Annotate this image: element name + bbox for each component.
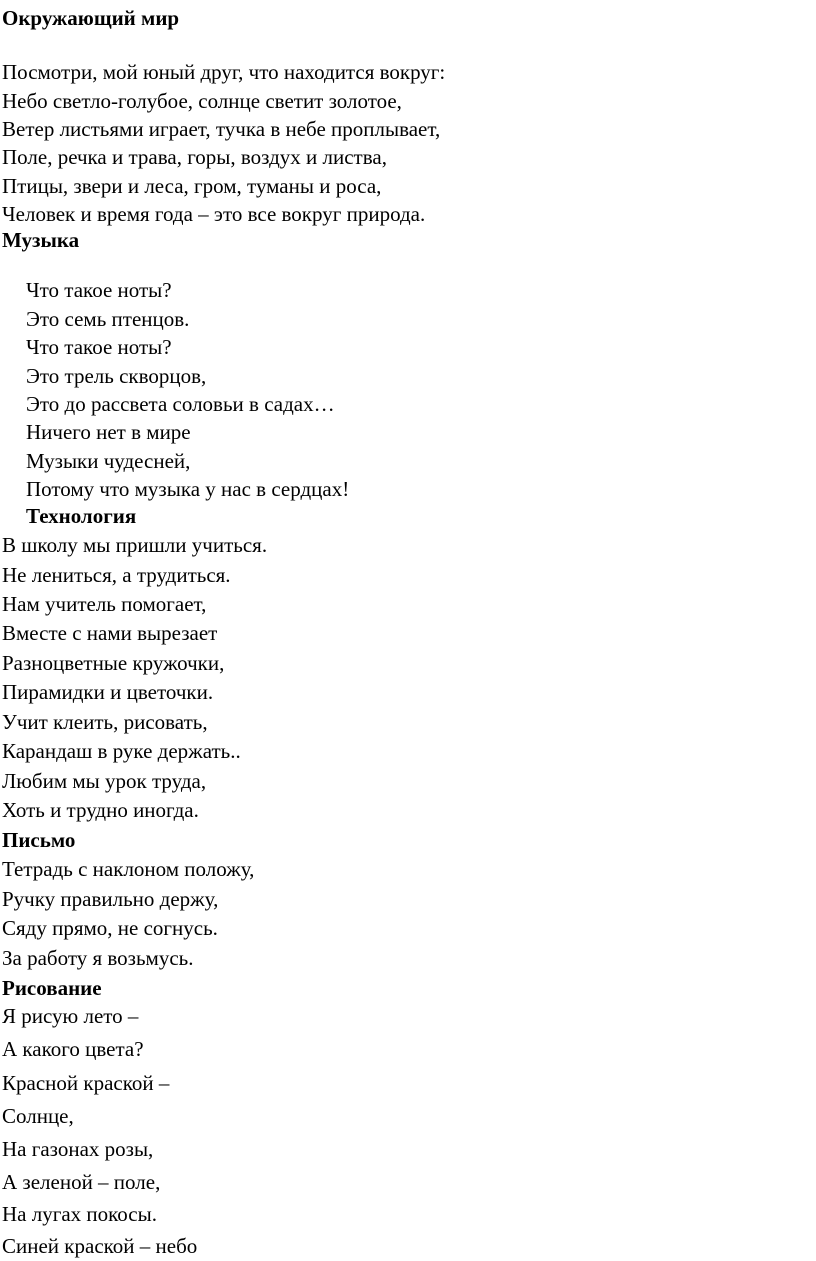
poem-line: А какого цвета? bbox=[2, 1037, 144, 1061]
poem-line: Хоть и трудно иногда. bbox=[2, 798, 199, 822]
poem-line: Синей краской – небо bbox=[2, 1234, 198, 1258]
poem-line: Это трель скворцов, bbox=[26, 364, 207, 388]
poem-line: Ветер листьями играет, тучка в небе проплывает, bbox=[2, 117, 441, 141]
poem-line: Ничего нет в мире bbox=[26, 420, 191, 444]
poem-line: За работу я возьмусь. bbox=[2, 946, 194, 970]
poem-line: Сяду прямо, не согнусь. bbox=[2, 916, 218, 940]
poem-line: На газонах розы, bbox=[2, 1137, 154, 1161]
poem-line: Солнце, bbox=[2, 1104, 74, 1128]
poem-line: Посмотри, мой юный друг, что находится вокруг: bbox=[2, 60, 446, 84]
section-title-pismo: Письмо bbox=[2, 828, 76, 852]
poem-line: Музыки чудесней, bbox=[26, 449, 191, 473]
poem-line: Не лениться, а трудиться. bbox=[2, 563, 231, 587]
poem-line: Небо светло-голубое, солнце светит золотое, bbox=[2, 89, 402, 113]
poem-line: Тетрадь с наклоном положу, bbox=[2, 857, 255, 881]
poem-line: Пирамидки и цветочки. bbox=[2, 680, 214, 704]
poem-line: Человек и время года – это все вокруг природа. bbox=[2, 202, 426, 226]
poem-line: Это семь птенцов. bbox=[26, 307, 190, 331]
poem-line: Я рисую лето – bbox=[2, 1004, 139, 1028]
poem-line: Что такое ноты? bbox=[26, 335, 172, 359]
poem-line: Красной краской – bbox=[2, 1071, 170, 1095]
section-title-tekhnologiya: Технология bbox=[26, 504, 137, 528]
section-title-okruzhayushchiy-mir: Окружающий мир bbox=[2, 6, 180, 30]
poem-line: Что такое ноты? bbox=[26, 278, 172, 302]
poem-line: Вместе с нами вырезает bbox=[2, 621, 218, 645]
poem-line: Это до рассвета соловьи в садах… bbox=[26, 392, 335, 416]
poem-line: Карандаш в руке держать.. bbox=[2, 739, 241, 763]
section-title-risovanie: Рисование bbox=[2, 976, 102, 1000]
poem-line: Ручку правильно держу, bbox=[2, 887, 219, 911]
poem-line: Разноцветные кружочки, bbox=[2, 651, 225, 675]
poem-line: Птицы, звери и леса, гром, туманы и роса, bbox=[2, 174, 382, 198]
section-title-muzyka: Музыка bbox=[2, 228, 80, 252]
poem-line: А зеленой – поле, bbox=[2, 1170, 161, 1194]
poem-line: Нам учитель помогает, bbox=[2, 592, 207, 616]
poem-line: В школу мы пришли учиться. bbox=[2, 533, 268, 557]
poem-line: Потому что музыка у нас в сердцах! bbox=[26, 477, 350, 501]
poem-line: Поле, речка и трава, горы, воздух и листва, bbox=[2, 145, 387, 169]
poem-line: Любим мы урок труда, bbox=[2, 769, 207, 793]
poem-line: Учит клеить, рисовать, bbox=[2, 710, 208, 734]
poem-line: На лугах покосы. bbox=[2, 1202, 157, 1226]
